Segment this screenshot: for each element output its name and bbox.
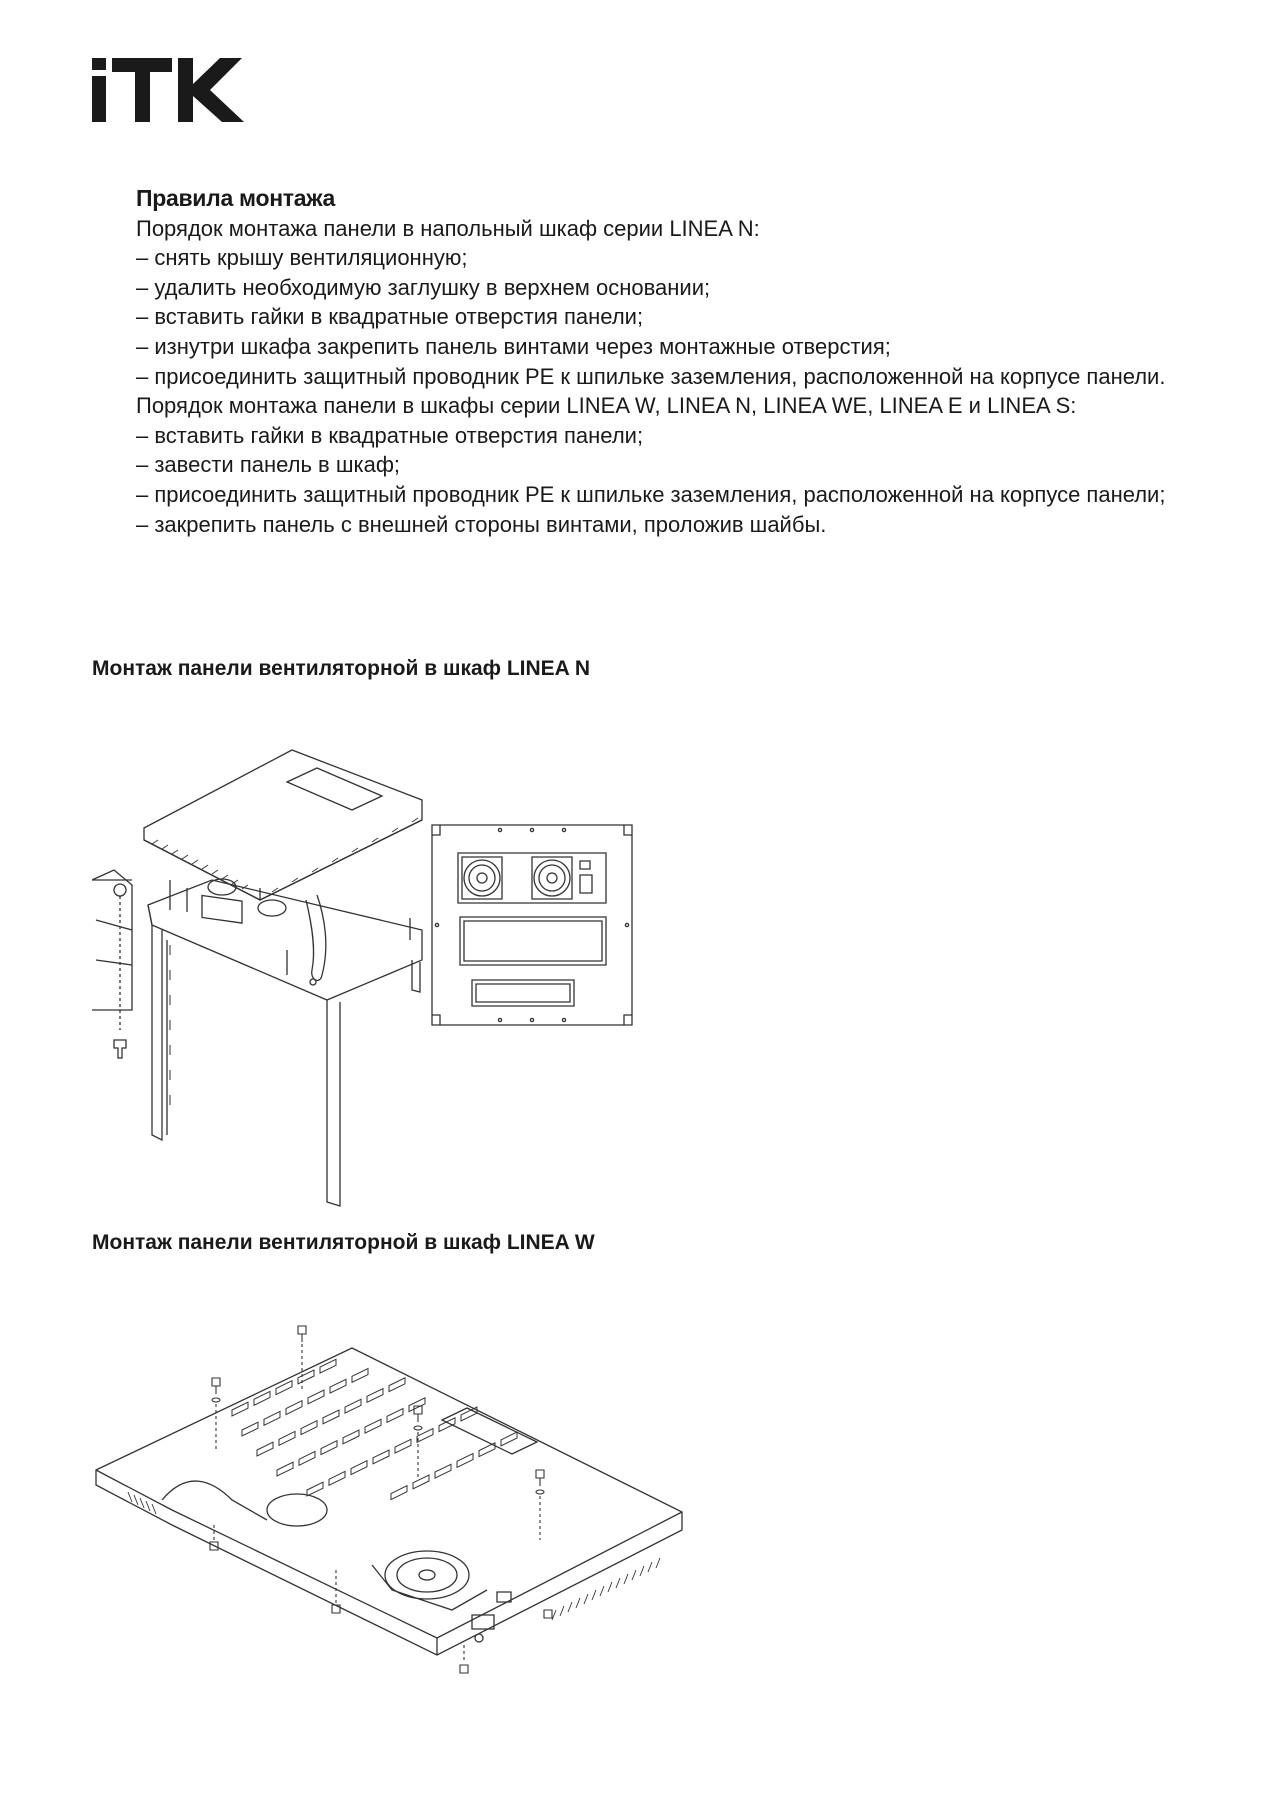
linea-n-intro: Порядок монтажа панели в напольный шкаф серии LINEA N: [136, 215, 760, 241]
linea-w-figure-title: Монтаж панели вентиляторной в шкаф LINEA W [92, 1231, 595, 1254]
linea-n-figure-title: Монтаж панели вентиляторной в шкаф LINEA N [92, 657, 591, 680]
linea-n-step-3: – вставить гайки в квадратные отверстия панели; [136, 304, 644, 330]
linea-other-step-2: – завести панель в шкаф; [136, 452, 401, 478]
linea-w-mounting-drawing [92, 1320, 692, 1700]
linea-n-step-1: – снять крышу вентиляционную; [136, 245, 468, 271]
linea-other-step-1: – вставить гайки в квадратные отверстия панели; [136, 422, 644, 448]
linea-other-intro: Порядок монтажа панели в шкафы серии LINEA W, LINEA N, LINEA WE, LINEA E и LINEA S: [136, 393, 1077, 419]
linea-n-step-4: – изнутри шкафа закрепить панель винтами через монтажные отверстия; [136, 333, 891, 359]
itk-logo [92, 58, 252, 122]
linea-n-step-5: – присоединить защитный проводник PE к шпильке заземления, расположенной на корпусе панели. [136, 363, 1166, 389]
mounting-rules [92, 184, 1202, 539]
linea-other-step-4: – закрепить панель с внешней стороны винтами, проложив шайбы. [136, 511, 827, 537]
linea-other-step-3: – присоединить защитный проводник PE к шпильке заземления, расположенной на корпусе панели; [136, 481, 1166, 507]
linea-n-step-2: – удалить необходимую заглушку в верхнем основании; [136, 274, 711, 300]
rules-title: Правила монтажа [136, 185, 336, 211]
linea-n-mounting-drawing [92, 740, 652, 1210]
